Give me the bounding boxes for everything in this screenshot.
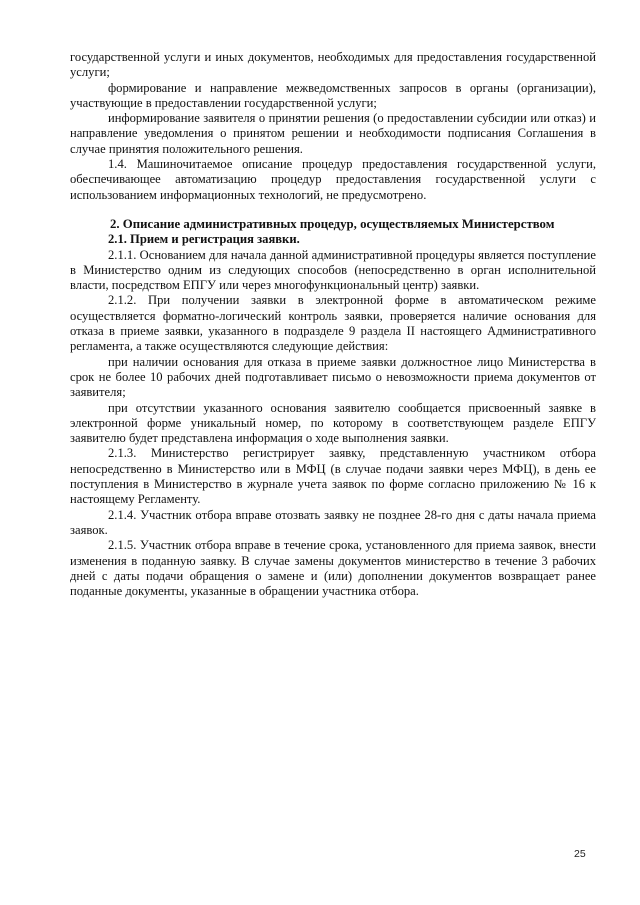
paragraph: при наличии основания для отказа в приеме заявки должностное лицо Министерства в срок не более 10 рабочих дней подготавливает письмо о невозможности приема документов от заявителя; bbox=[70, 354, 596, 400]
paragraph-2-1-1: 2.1.1. Основанием для начала данной административной процедуры является поступление в Министерство одним из следующих способов (непосредственно в орган исполнительной власти, посредством ЕПГУ или через многофункциональный центр) заявки. bbox=[70, 247, 596, 293]
paragraph-continuation: государственной услуги и иных документов, необходимых для предоставления государственной услуги; bbox=[70, 50, 596, 80]
paragraph-2-1-2: 2.1.2. При получении заявки в электронной форме в автоматическом режиме осуществляется форматно-логический контроль заявки, проверяется наличие основания для отказа в приеме заявки, указанного в подразделе 9 раздела II настоящего Административного регламента, а также осуществляются следующие действия: bbox=[70, 293, 596, 354]
paragraph-1-4: 1.4. Машиночитаемое описание процедур предоставления государственной услуги, обеспечивающее автоматизацию процедур предоставления государственной услуги с использованием информационных технологий, не предусмотрено. bbox=[70, 157, 596, 202]
paragraph: информирование заявителя о принятии решения (о предоставлении субсидии или отказ) и направление уведомления о принятом решении и необходимости подписания Соглашения в случае принятия положительного решения. bbox=[70, 111, 596, 156]
page-number: 25 bbox=[574, 848, 586, 860]
paragraph: формирование и направление межведомственных запросов в органы (организации), участвующие в предоставлении государственной услуги; bbox=[70, 80, 596, 110]
paragraph: при отсутствии указанного основания заявителю сообщается присвоенный заявке в электронной форме уникальный номер, по которому в соответствующем разделе ЕПГУ заявителю будет представлена информация о ходе выполнения заявки. bbox=[70, 400, 596, 446]
paragraph-2-1-3: 2.1.3. Министерство регистрирует заявку, представленную участником отбора непосредственно в Министерство или в МФЦ (в случае подачи заявки через МФЦ), в день ее поступления в Министерство в журнале учета заявок по форме согласно приложению № 16 к настоящему Регламенту. bbox=[70, 446, 596, 507]
paragraph-2-1-5: 2.1.5. Участник отбора вправе в течение срока, установленного для приема заявок, внести изменения в поданную заявку. В случае замены документов министерство в течение 3 рабочих дней с даты подачи обращения о замене и (или) дополнении документов возвращает ранее поданные документы, указанные в обращении участника отбора. bbox=[70, 538, 596, 599]
paragraph-2-1-4: 2.1.4. Участник отбора вправе отозвать заявку не позднее 28-го дня с даты начала приема заявок. bbox=[70, 507, 596, 537]
document-body bbox=[70, 50, 596, 599]
subsection-heading: 2.1. Прием и регистрация заявки. bbox=[108, 232, 300, 247]
section-heading: 2. Описание административных процедур, осуществляемых Министерством bbox=[110, 216, 555, 231]
